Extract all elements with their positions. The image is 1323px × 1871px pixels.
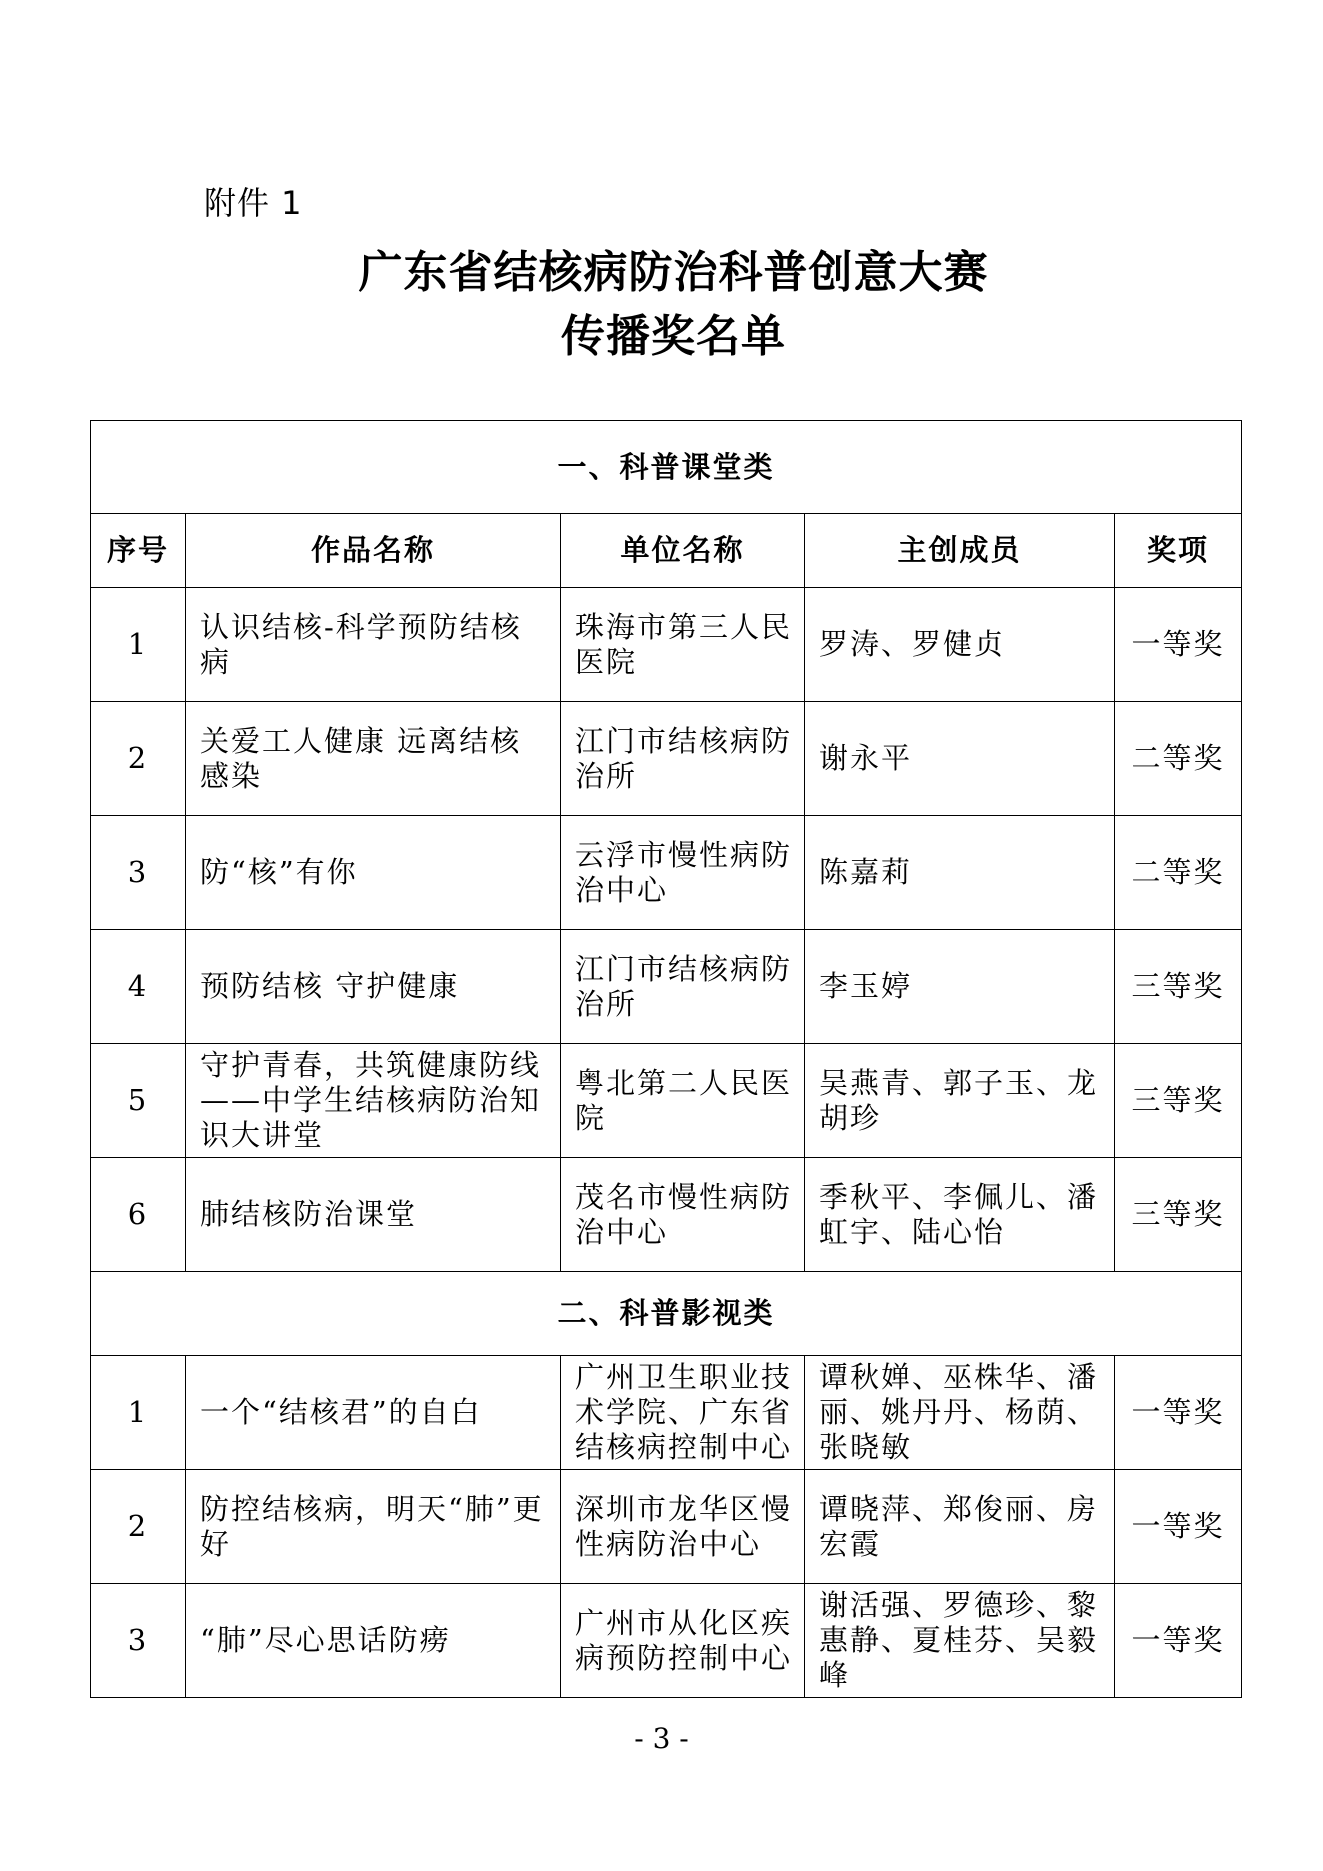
table-row [91,930,1242,1044]
work-title: 肺结核防治课堂 [186,1158,561,1272]
team-members: 季秋平、李佩儿、潘虹宇、陆心怡 [805,1158,1115,1272]
section-title: 二、科普影视类 [91,1272,1242,1356]
table-header-row [91,514,1242,588]
team-members: 李玉婷 [805,930,1115,1044]
work-title: 防“核”有你 [186,816,561,930]
work-title: 防控结核病，明天“肺”更好 [186,1470,561,1584]
unit-name: 粤北第二人民医院 [561,1044,805,1158]
unit-name: 珠海市第三人民医院 [561,588,805,702]
page-number: - 3 - [634,1722,689,1755]
work-title: “肺”尽心思话防痨 [186,1584,561,1698]
row-number: 6 [91,1158,186,1272]
row-number: 1 [91,588,186,702]
work-title: 一个“结核君”的自白 [186,1356,561,1470]
row-number: 4 [91,930,186,1044]
team-members: 谢活强、罗德珍、黎惠静、夏桂芬、吴毅峰 [805,1584,1115,1698]
row-number: 3 [91,816,186,930]
row-number: 3 [91,1584,186,1698]
section-heading-row [91,421,1242,514]
award-level: 一等奖 [1115,1470,1242,1584]
column-header: 主创成员 [805,514,1115,588]
table-row [91,1356,1242,1470]
table-row [91,1470,1242,1584]
row-number: 2 [91,1470,186,1584]
column-header: 单位名称 [561,514,805,588]
team-members: 陈嘉莉 [805,816,1115,930]
award-level: 三等奖 [1115,1044,1242,1158]
unit-name: 茂名市慢性病防治中心 [561,1158,805,1272]
work-title: 守护青春，共筑健康防线——中学生结核病防治知识大讲堂 [186,1044,561,1158]
column-header: 作品名称 [186,514,561,588]
work-title: 预防结核 守护健康 [186,930,561,1044]
award-level: 一等奖 [1115,588,1242,702]
row-number: 2 [91,702,186,816]
table-row [91,1044,1242,1158]
attachment-label: 附件 1 [204,184,303,222]
table-row [91,588,1242,702]
award-level: 三等奖 [1115,930,1242,1044]
team-members: 谭秋婵、巫株华、潘丽、姚丹丹、杨荫、张晓敏 [805,1356,1115,1470]
team-members: 吴燕青、郭子玉、龙胡珍 [805,1044,1115,1158]
column-header: 序号 [91,514,186,588]
team-members: 罗涛、罗健贞 [805,588,1115,702]
awards-table-body [91,421,1242,1698]
row-number: 5 [91,1044,186,1158]
award-level: 三等奖 [1115,1158,1242,1272]
row-number: 1 [91,1356,186,1470]
table-row [91,816,1242,930]
table-row [91,1158,1242,1272]
team-members: 谢永平 [805,702,1115,816]
unit-name: 江门市结核病防治所 [561,930,805,1044]
section-title: 一、科普课堂类 [91,421,1242,514]
document-subtitle: 传播奖名单 [561,311,786,362]
award-level: 一等奖 [1115,1356,1242,1470]
award-level: 二等奖 [1115,816,1242,930]
document-title: 广东省结核病防治科普创意大赛 [358,247,989,298]
unit-name: 深圳市龙华区慢性病防治中心 [561,1470,805,1584]
work-title: 认识结核-科学预防结核病 [186,588,561,702]
unit-name: 广州市从化区疾病预防控制中心 [561,1584,805,1698]
unit-name: 云浮市慢性病防治中心 [561,816,805,930]
column-header: 奖项 [1115,514,1242,588]
awards-table [90,420,1242,1698]
award-level: 二等奖 [1115,702,1242,816]
work-title: 关爱工人健康 远离结核感染 [186,702,561,816]
team-members: 谭晓萍、郑俊丽、房宏霞 [805,1470,1115,1584]
unit-name: 江门市结核病防治所 [561,702,805,816]
unit-name: 广州卫生职业技术学院、广东省结核病控制中心 [561,1356,805,1470]
table-row [91,1584,1242,1698]
section-heading-row [91,1272,1242,1356]
table-row [91,702,1242,816]
award-level: 一等奖 [1115,1584,1242,1698]
